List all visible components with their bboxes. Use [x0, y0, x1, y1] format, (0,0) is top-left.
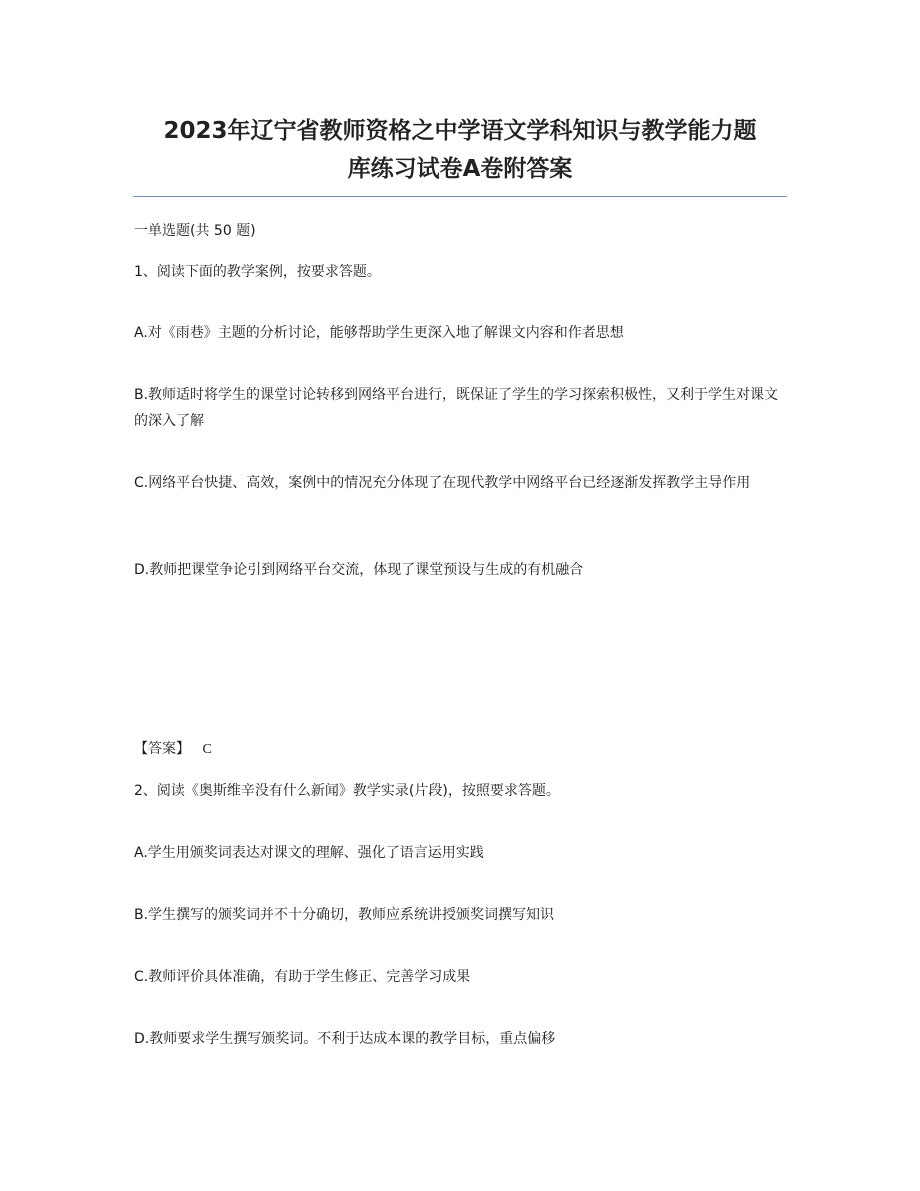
question-2-option-d: D.教师要求学生撰写颁奖词。不利于达成本课的教学目标，重点偏移 — [134, 1031, 556, 1047]
question-1-option-a: A.对《雨巷》主题的分析讨论，能够帮助学生更深入地了解课文内容和作者思想 — [134, 325, 624, 341]
question-2-stem: 2、阅读《奥斯维辛没有什么新闻》教学实录(片段)，按照要求答题。 — [134, 783, 560, 799]
question-2-option-b: B.学生撰写的颁奖词并不十分确切，教师应系统讲授颁奖词撰写知识 — [134, 907, 555, 923]
question-1-stem: 1、阅读下面的教学案例，按要求答题。 — [134, 264, 381, 280]
title-divider — [133, 196, 787, 197]
answer-label: 【答案】 — [134, 741, 190, 757]
answer-value: C — [202, 742, 212, 757]
question-1-option-c: C.网络平台快捷、高效，案例中的情况充分体现了在现代教学中网络平台已经逐渐发挥教学主导作用 — [134, 475, 751, 491]
question-2-option-a: A.学生用颁奖词表达对课文的理解、强化了语言运用实践 — [134, 845, 484, 861]
title-line-1: 2023年辽宁省教师资格之中学语文学科知识与教学能力题 — [163, 118, 757, 144]
question-1-option-b: B.教师适时将学生的课堂讨论转移到网络平台进行，既保证了学生的学习探索积极性，又利于学生对课文的深入了解 — [134, 387, 779, 429]
question-2-option-c: C.教师评价具体准确，有助于学生修正、完善学习成果 — [134, 969, 471, 985]
question-1-option-d: D.教师把课堂争论引到网络平台交流，体现了课堂预设与生成的有机融合 — [134, 562, 584, 578]
document-title — [120, 112, 800, 188]
title-line-2: 库练习试卷A卷附答案 — [347, 156, 573, 182]
question-1-answer — [134, 736, 788, 763]
section-header: 一单选题(共 50 题) — [134, 223, 256, 239]
